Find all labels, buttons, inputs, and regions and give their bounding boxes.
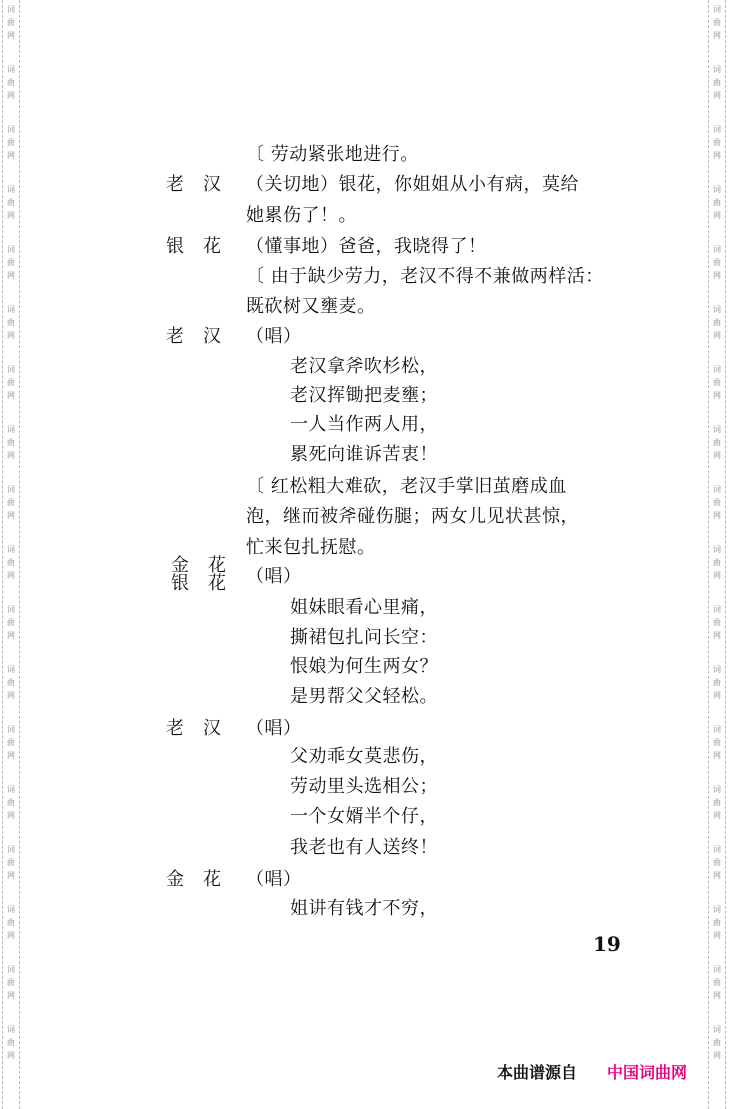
watermark-char: 曲 <box>713 738 721 747</box>
watermark-char: 词 <box>713 785 721 794</box>
song-cue: （唱） <box>246 326 302 347</box>
footer-site-link[interactable]: 中国词曲网 <box>607 1063 688 1082</box>
watermark-char: 词 <box>7 905 15 914</box>
lyric-line: 我老也有人送终！ <box>290 837 438 858</box>
watermark-char: 曲 <box>713 618 721 627</box>
watermark-char: 曲 <box>713 198 721 207</box>
watermark-char: 词 <box>7 965 15 974</box>
watermark-char: 词 <box>713 245 721 254</box>
watermark-char: 网 <box>713 571 721 580</box>
watermark-char: 曲 <box>713 258 721 267</box>
watermark-char: 网 <box>7 391 15 400</box>
stage-direction: 〔 劳动紧张地进行。 <box>246 144 419 165</box>
watermark-char: 网 <box>7 511 15 520</box>
watermark-char: 曲 <box>713 1038 721 1047</box>
watermark-char: 曲 <box>7 858 15 867</box>
lyric-line: 劳动里头选相公； <box>290 776 438 797</box>
watermark-char: 词 <box>7 185 15 194</box>
lyric-line: 老汉拿斧吹杉松， <box>290 356 438 377</box>
speaker-jinhua: 金 花 <box>166 869 222 890</box>
watermark-char: 曲 <box>713 918 721 927</box>
watermark-char: 网 <box>7 271 15 280</box>
lyric-line: 父劝乖女莫悲伤， <box>290 746 438 767</box>
watermark-char: 词 <box>713 5 721 14</box>
watermark-char: 词 <box>7 5 15 14</box>
right-margin-strip <box>708 0 726 1109</box>
watermark-char: 词 <box>7 725 15 734</box>
watermark-char: 网 <box>7 91 15 100</box>
watermark-char: 曲 <box>713 678 721 687</box>
watermark-char: 曲 <box>7 78 15 87</box>
stage-direction: 忙来包扎抚慰。 <box>246 537 376 558</box>
lyric-line: 姐讲有钱才不穷， <box>290 898 438 919</box>
watermark-char: 网 <box>713 691 721 700</box>
watermark-char: 网 <box>7 571 15 580</box>
watermark-char: 曲 <box>713 78 721 87</box>
watermark-char: 网 <box>7 331 15 340</box>
watermark-char: 词 <box>713 65 721 74</box>
song-cue: （唱） <box>246 869 302 890</box>
speaker-laohan: 老 汉 <box>166 326 222 347</box>
watermark-char: 曲 <box>713 798 721 807</box>
watermark-char: 网 <box>713 811 721 820</box>
stage-direction: 〔 红松粗大难砍，老汉手掌旧茧磨成血 <box>246 476 567 497</box>
watermark-char: 词 <box>713 425 721 434</box>
watermark-char: 词 <box>7 665 15 674</box>
song-cue: （唱） <box>246 718 302 739</box>
watermark-char: 网 <box>7 871 15 880</box>
watermark-char: 词 <box>713 185 721 194</box>
speaker-jinhua: 金 花 <box>171 555 227 576</box>
watermark-char: 网 <box>7 751 15 760</box>
watermark-char: 网 <box>713 151 721 160</box>
watermark-char: 网 <box>7 1051 15 1060</box>
watermark-char: 曲 <box>7 378 15 387</box>
watermark-char: 网 <box>713 991 721 1000</box>
watermark-char: 词 <box>7 365 15 374</box>
watermark-char: 曲 <box>7 618 15 627</box>
watermark-char: 曲 <box>713 138 721 147</box>
watermark-char: 网 <box>713 511 721 520</box>
watermark-char: 曲 <box>7 498 15 507</box>
watermark-char: 曲 <box>7 798 15 807</box>
watermark-char: 网 <box>7 691 15 700</box>
speaker-yinhua: 银 花 <box>166 236 222 257</box>
lyric-line: 老汉挥锄把麦壅； <box>290 385 438 406</box>
lyric-line: 姐妹眼看心里痛， <box>290 597 438 618</box>
watermark-char: 曲 <box>7 918 15 927</box>
watermark-char: 词 <box>713 605 721 614</box>
watermark-char: 网 <box>7 631 15 640</box>
watermark-char: 曲 <box>713 858 721 867</box>
lyric-line: 一人当作两人用， <box>290 414 438 435</box>
watermark-char: 网 <box>7 451 15 460</box>
watermark-char: 曲 <box>7 138 15 147</box>
watermark-char: 网 <box>713 271 721 280</box>
watermark-char: 曲 <box>7 258 15 267</box>
watermark-char: 曲 <box>713 438 721 447</box>
watermark-char: 曲 <box>7 318 15 327</box>
watermark-char: 词 <box>713 125 721 134</box>
watermark-char: 词 <box>7 125 15 134</box>
watermark-char: 曲 <box>713 18 721 27</box>
watermark-char: 曲 <box>7 678 15 687</box>
watermark-char: 词 <box>7 845 15 854</box>
watermark-char: 词 <box>7 245 15 254</box>
footer-source-label: 本曲谱源自 <box>497 1063 578 1082</box>
watermark-char: 词 <box>713 485 721 494</box>
dialogue-line: （关切地）银花，你姐姐从小有病，莫给 <box>246 174 579 195</box>
watermark-char: 词 <box>7 65 15 74</box>
watermark-char: 曲 <box>7 738 15 747</box>
watermark-char: 词 <box>7 545 15 554</box>
watermark-char: 词 <box>713 365 721 374</box>
lyric-line: 撕裙包扎问长空： <box>290 627 438 648</box>
watermark-char: 网 <box>713 31 721 40</box>
watermark-char: 曲 <box>7 438 15 447</box>
left-margin-strip <box>2 0 20 1109</box>
watermark-char: 曲 <box>7 18 15 27</box>
song-cue: （唱） <box>246 566 302 587</box>
watermark-char: 网 <box>7 151 15 160</box>
dialogue-line: 她累伤了！。 <box>246 205 357 226</box>
watermark-char: 词 <box>7 305 15 314</box>
watermark-char: 网 <box>713 211 721 220</box>
watermark-char: 词 <box>713 965 721 974</box>
watermark-char: 网 <box>7 31 15 40</box>
dialogue-line: （懂事地）爸爸，我晓得了！ <box>246 236 487 257</box>
watermark-char: 网 <box>713 451 721 460</box>
watermark-char: 词 <box>7 1025 15 1034</box>
lyric-line: 一个女婿半个仔， <box>290 806 438 827</box>
watermark-char: 词 <box>713 725 721 734</box>
watermark-char: 词 <box>7 485 15 494</box>
watermark-char: 曲 <box>713 318 721 327</box>
lyric-line: 恨娘为何生两女？ <box>290 656 438 677</box>
watermark-char: 曲 <box>713 558 721 567</box>
watermark-char: 网 <box>713 391 721 400</box>
watermark-char: 曲 <box>7 1038 15 1047</box>
watermark-char: 网 <box>713 931 721 940</box>
stage-direction: 既砍树又壅麦。 <box>246 296 376 317</box>
watermark-char: 曲 <box>713 378 721 387</box>
watermark-char: 网 <box>713 751 721 760</box>
watermark-char: 网 <box>713 1051 721 1060</box>
stage-direction: 泡，继而被斧碰伤腿；两女儿见状甚惊， <box>246 506 579 527</box>
watermark-char: 词 <box>7 425 15 434</box>
watermark-char: 网 <box>713 91 721 100</box>
watermark-char: 网 <box>7 211 15 220</box>
watermark-char: 词 <box>713 305 721 314</box>
watermark-char: 词 <box>713 545 721 554</box>
lyric-line: 累死向谁诉苦衷！ <box>290 444 438 465</box>
watermark-char: 曲 <box>713 498 721 507</box>
watermark-char: 网 <box>7 991 15 1000</box>
watermark-char: 网 <box>713 331 721 340</box>
watermark-char: 词 <box>7 605 15 614</box>
watermark-char: 词 <box>713 1025 721 1034</box>
stage-direction: 〔 由于缺少劳力，老汉不得不兼做两样活： <box>246 266 604 287</box>
watermark-char: 词 <box>713 665 721 674</box>
speaker-yinhua: 银 花 <box>171 573 227 594</box>
lyric-line: 是男帮父父轻松。 <box>290 686 438 707</box>
watermark-char: 网 <box>713 871 721 880</box>
page-number: 19 <box>593 932 621 956</box>
watermark-char: 词 <box>713 905 721 914</box>
watermark-char: 词 <box>7 785 15 794</box>
watermark-char: 网 <box>7 811 15 820</box>
watermark-char: 词 <box>713 845 721 854</box>
watermark-char: 曲 <box>7 978 15 987</box>
speaker-laohan: 老 汉 <box>166 718 222 739</box>
watermark-char: 曲 <box>713 978 721 987</box>
speaker-laohan: 老 汉 <box>166 174 222 195</box>
watermark-char: 曲 <box>7 558 15 567</box>
watermark-char: 网 <box>7 931 15 940</box>
watermark-char: 网 <box>713 631 721 640</box>
watermark-char: 曲 <box>7 198 15 207</box>
